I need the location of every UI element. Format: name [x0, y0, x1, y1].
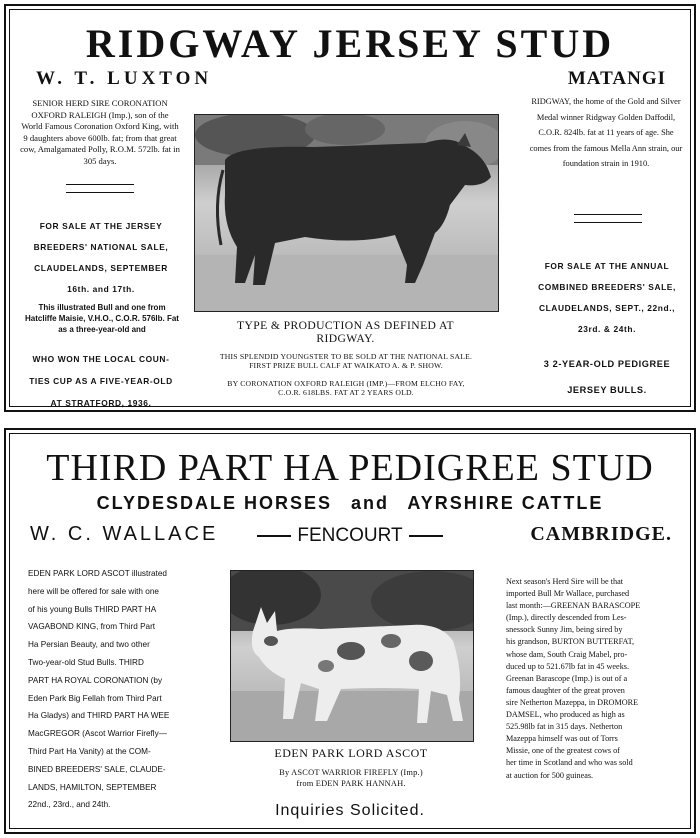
- right-line: Greenan Barascope (Imp.) is out of a: [506, 673, 628, 683]
- bulls-line: JERSEY BULLS.: [567, 385, 647, 395]
- jersey-bull-photo: [194, 114, 499, 312]
- third-part-ha-stud-advert: [4, 428, 696, 834]
- caption-by: By ASCOT WARRIOR FIREFLY (Imp.): [279, 768, 423, 777]
- caption-line: BY CORONATION OXFORD RALEIGH (IMP.)—FROM ELCHO FAY,: [227, 378, 465, 388]
- photo-caption-details: [178, 352, 514, 398]
- left-line: Eden Park Big Fellah from Third Part: [28, 693, 162, 703]
- local-counties-cup-text: [16, 348, 186, 414]
- senior-herd-sire-text: SENIOR HERD SIRE CORONATION OXFORD RALEIGH (Imp.), son of the World Famous Coronation Oxford King, with 9 daughters above 600lb. fat; from that great cow, Amalgamated Polly, R.O.M. 572lb. fat in 305 days.: [20, 98, 180, 166]
- photo-caption-title: [194, 319, 497, 345]
- pedigree-bulls-text: [524, 351, 690, 403]
- right-line: DAMSEL, who produced as high as: [506, 710, 625, 720]
- right-sale-line: 23rd. & 24th.: [577, 324, 637, 334]
- right-line: Mazeppa himself was out of Torrs: [506, 734, 618, 744]
- ridgway-jersey-stud-advert: [4, 4, 696, 412]
- left-line: Ha Persian Beauty, and two other: [28, 640, 150, 650]
- left-line: MacGREGOR (Ascot Warrior Firefly—: [28, 729, 167, 739]
- ayrshire-bull-illustration: [231, 571, 473, 741]
- subtitle-horses: CLYDESDALE HORSES: [96, 493, 332, 513]
- herd-sire-text: [506, 576, 692, 782]
- left-line: EDEN PARK LORD ASCOT illustrated: [28, 569, 167, 578]
- caption-title-line: RIDGWAY.: [316, 332, 375, 345]
- caption-title-line: TYPE & PRODUCTION AS DEFINED AT: [237, 319, 454, 332]
- eden-park-sale-text: [28, 565, 224, 814]
- ayrshire-bull-photo: [230, 570, 474, 742]
- town-name: CAMBRIDGE.: [530, 523, 672, 545]
- left-line: LANDS, HAMILTON, SEPTEMBER: [28, 782, 157, 792]
- right-sale-line: COMBINED BREEDERS' SALE,: [538, 282, 676, 292]
- right-sale-line: FOR SALE AT THE ANNUAL: [544, 261, 670, 271]
- left-line: PART HA ROYAL CORONATION (by: [28, 675, 163, 685]
- right-sale-notice: [524, 256, 690, 340]
- right-line: his grandson, BURTON BUTTERFAT,: [506, 637, 635, 647]
- cup-line: AT STRATFORD, 1936.: [50, 398, 152, 408]
- location-name: FENCOURT: [6, 525, 694, 547]
- divider: [574, 222, 642, 223]
- location-name: MATANGI: [567, 68, 666, 89]
- right-line: her time in Scotland and who was sold: [506, 758, 633, 768]
- left-sale-line: BREEDERS' NATIONAL SALE,: [33, 242, 169, 252]
- ad-subtitle: [6, 493, 694, 514]
- dash-rule: [257, 535, 291, 537]
- right-line: sire Netherton Mazeppa, in DROMORE: [506, 697, 639, 707]
- left-line: 22nd., 23rd., and 24th.: [28, 800, 111, 810]
- right-line: at auction for 500 guineas.: [506, 770, 594, 780]
- jersey-bull-illustration: [195, 115, 498, 311]
- right-line: last month:—GREENAN BARASCOPE: [506, 601, 641, 611]
- ad-title: RIDGWAY JERSEY STUD: [85, 21, 615, 66]
- caption-line: C.O.R. 618LBS. FAT AT 2 YEARS OLD.: [278, 388, 414, 398]
- right-line: imported Bull Mr Wallace, purchased: [506, 589, 630, 599]
- subtitle-cattle: AYRSHIRE CATTLE: [407, 493, 604, 513]
- left-line: Two-year-old Stud Bulls. THIRD: [28, 657, 144, 667]
- owner-name: W. C. WALLACE: [30, 523, 219, 545]
- left-line: Third Part Ha Vanity) at the COM-: [28, 746, 151, 756]
- divider: [66, 184, 134, 185]
- right-line: Next season's Herd Sire will be that: [506, 577, 623, 586]
- cup-line: TIES CUP AS A FIVE-YEAR-OLD: [29, 376, 173, 386]
- right-line: famous daughter of the great proven: [506, 685, 625, 695]
- cup-line: WHO WON THE LOCAL COUN-: [32, 354, 170, 364]
- bulls-line: 3 2-YEAR-OLD PEDIGREE: [543, 359, 671, 369]
- divider: [66, 192, 134, 193]
- left-line: of his young Bulls THIRD PART HA: [28, 604, 157, 614]
- subtitle-and: and: [351, 493, 390, 513]
- left-sale-line: FOR SALE AT THE JERSEY: [39, 221, 163, 231]
- photo-caption-pedigree: [230, 767, 472, 789]
- right-line: whose dam, South Craig Mabel, pro-: [506, 649, 628, 659]
- left-sale-notice: [18, 216, 184, 300]
- left-line: here will be offered for sale with one: [28, 586, 159, 596]
- illustrated-bull-text: This illustrated Bull and one from Hatcliffe Maisie, V.H.O., C.O.R. 576lb. Fat as a three-year-old and: [25, 303, 179, 334]
- photo-caption-title: EDEN PARK LORD ASCOT: [274, 746, 428, 760]
- inquiries-footer: Inquiries Solicited.: [275, 802, 425, 819]
- dash-rule: [409, 535, 443, 537]
- owner-name: W. T. LUXTON: [36, 68, 213, 89]
- ridgway-home-text: RIDGWAY, the home of the Gold and Silver Medal winner Ridgway Golden Daffodil, C.O.R. 824lb. fat at 11 years of age. She comes from the famous Mella Ann strain, our foundation strain in 1910.: [529, 97, 683, 169]
- left-line: BINED BREEDERS' SALE, CLAUDE-: [28, 764, 166, 774]
- right-sale-line: CLAUDELANDS, SEPT., 22nd.,: [538, 303, 676, 313]
- right-line: Missie, one of the greatest cows of: [506, 746, 620, 756]
- left-sale-line: CLAUDELANDS, SEPTEMBER: [34, 263, 168, 273]
- caption-line: FIRST PRIZE BULL CALF AT WAIKATO A. & P. SHOW.: [249, 361, 443, 371]
- left-line: Ha Gladys) and THIRD PART HA WEE: [28, 711, 170, 721]
- right-line: 525.98lb fat in 315 days. Netherton: [506, 722, 623, 732]
- caption-line: THIS SPLENDID YOUNGSTER TO BE SOLD AT THE NATIONAL SALE.: [219, 352, 473, 361]
- right-line: duced up to 521.67lb fat in 45 weeks.: [506, 661, 630, 671]
- left-line: VAGABOND KING, from Third Part: [28, 622, 156, 632]
- ad-title: THIRD PART HA PEDIGREE STUD: [46, 447, 654, 489]
- right-line: (Imp.), directly descended from Les-: [506, 613, 627, 623]
- left-sale-line: 16th. and 17th.: [67, 284, 135, 294]
- right-line: snessock Sunny Jim, being sired by: [506, 625, 623, 635]
- divider: [574, 214, 642, 215]
- caption-from: from EDEN PARK HANNAH.: [296, 779, 406, 788]
